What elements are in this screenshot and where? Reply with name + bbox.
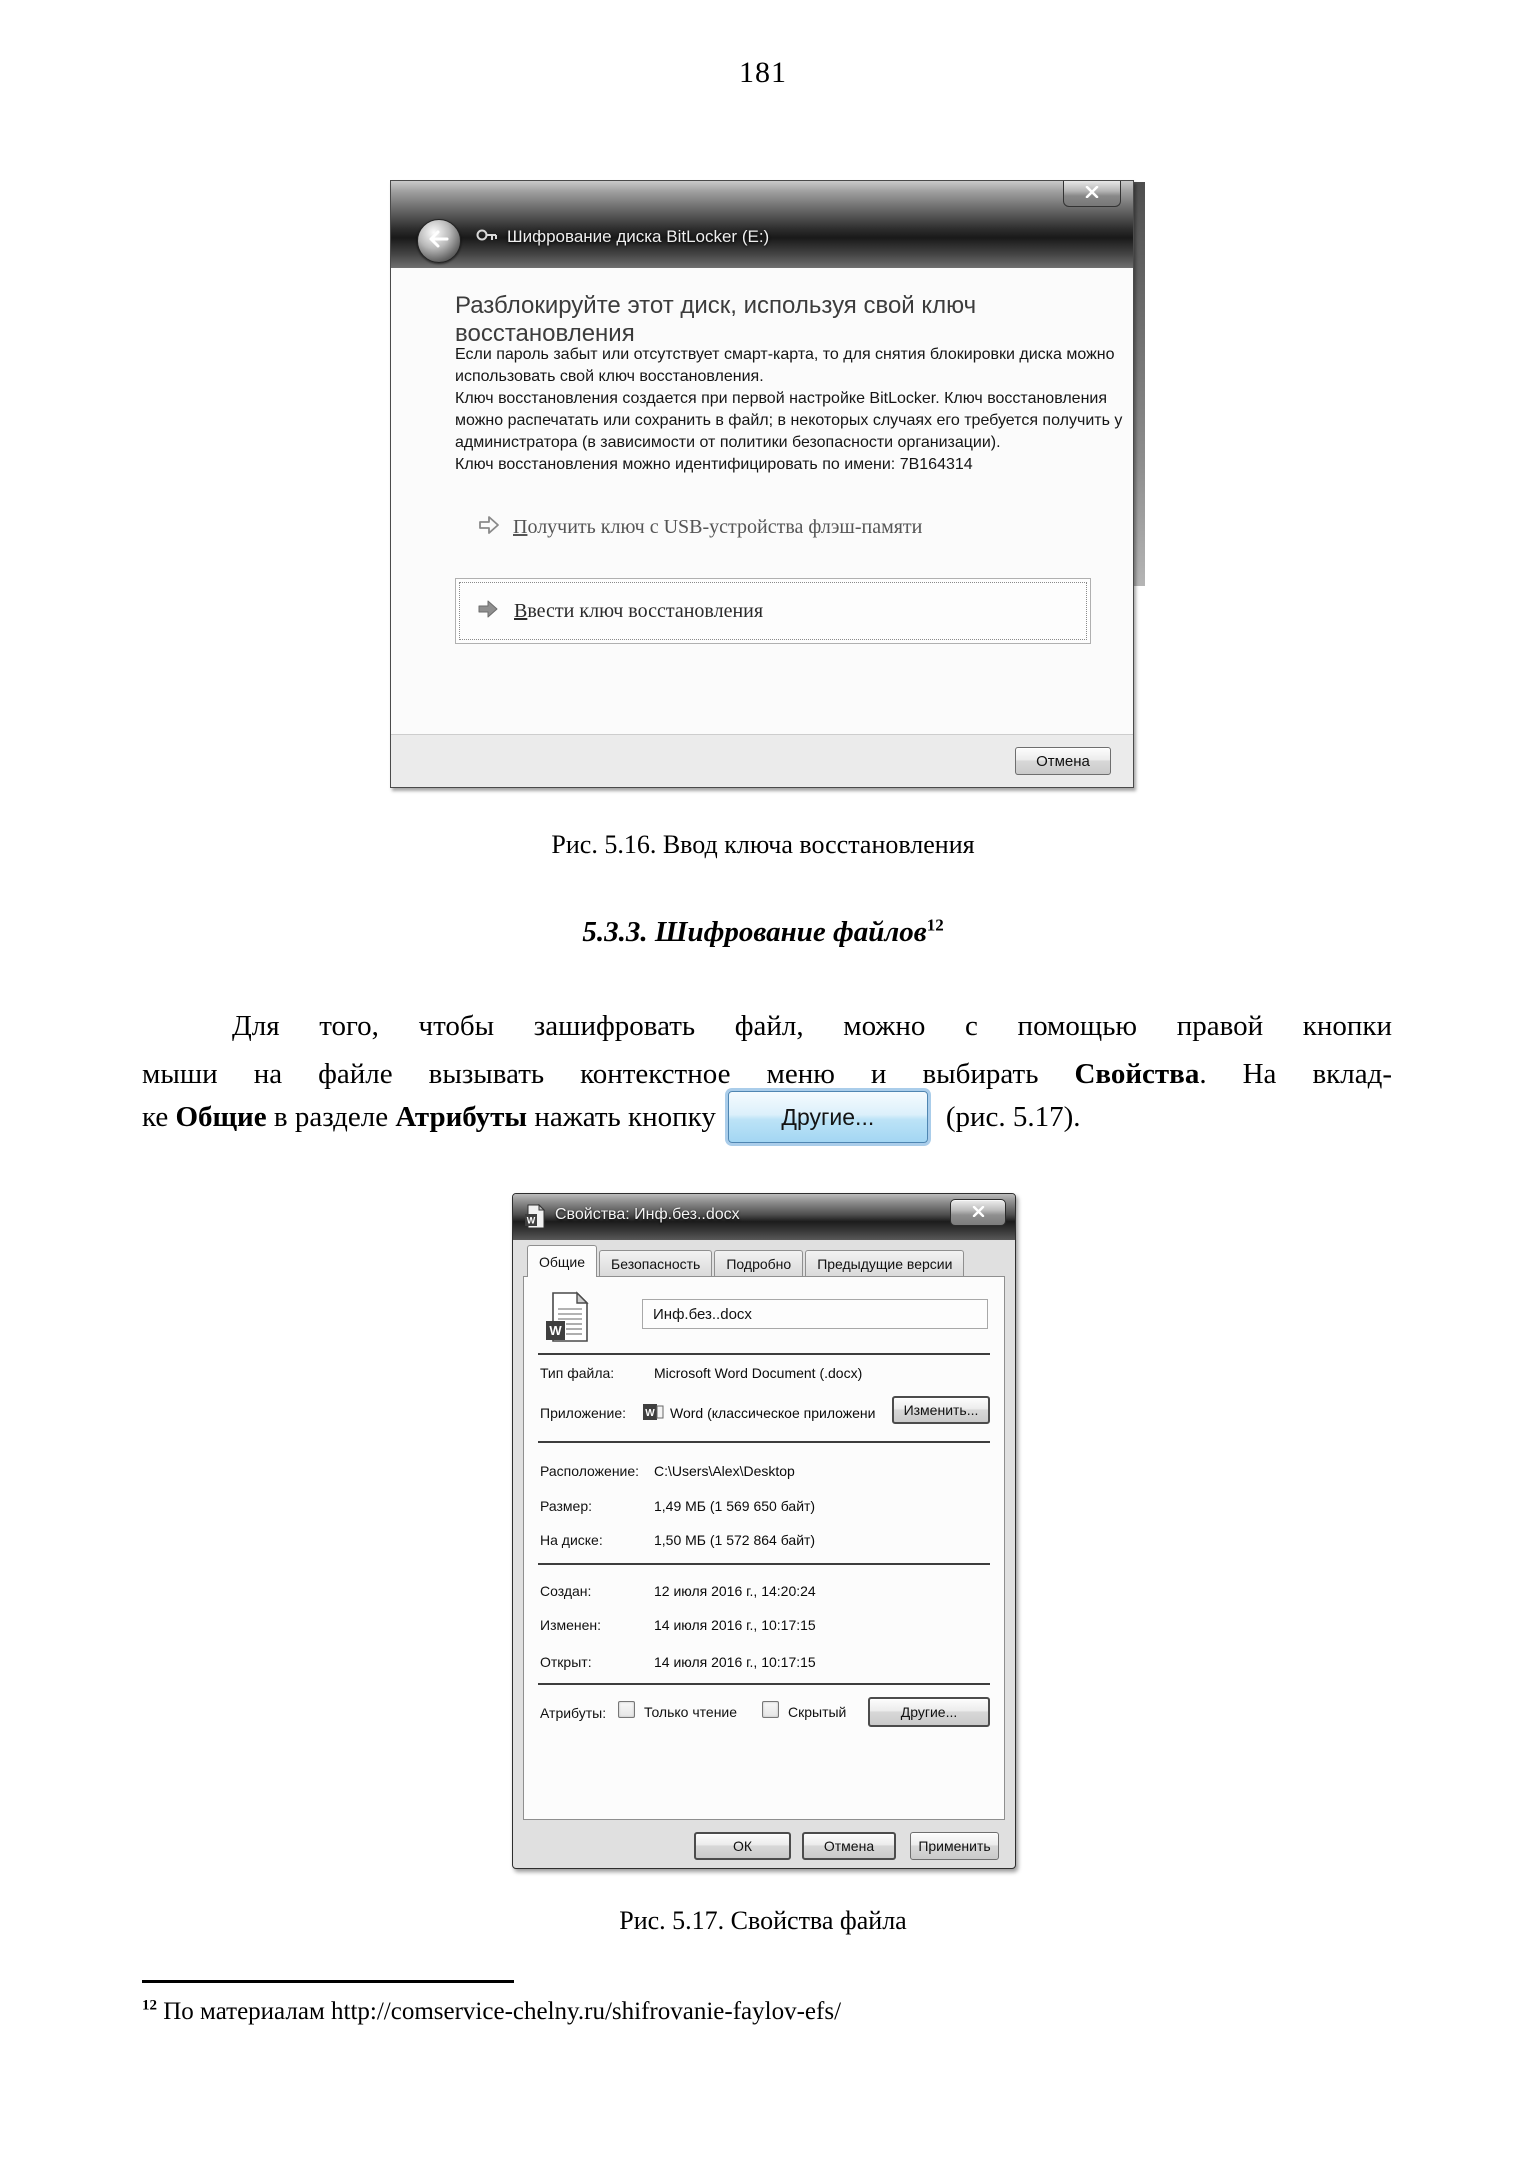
inline-other-button-image[interactable]: Другие... [728,1091,928,1143]
tab-general[interactable]: Общие [527,1245,597,1277]
back-button[interactable] [417,219,461,263]
svg-text:W: W [526,1215,536,1226]
hidden-checkbox[interactable] [762,1701,779,1718]
get-key-from-usb-label: Получить ключ с USB-устройства флэш-памяти [513,516,923,538]
dialog-body-text [455,344,1122,476]
opened-label: Открыт: [540,1654,592,1670]
body-line: использовать свой ключ восстановления. [455,368,764,385]
figure17-caption: Рис. 5.17. Свойства файла [619,1906,907,1935]
dialog-heading: Разблокируйте этот диск, используя свой ключ восстановления [455,292,977,347]
close-icon [1085,185,1099,203]
section-heading: 5.3.3. Шифрование файлов$^{12}$ [582,915,944,948]
change-button[interactable]: Изменить... [892,1396,990,1424]
attributes-label: Атрибуты: [540,1705,607,1721]
figure16-caption: Рис. 5.16. Ввод ключа восстановления [551,830,975,859]
footnote-marker: 12 [142,1997,157,2014]
ok-button[interactable]: ОК [694,1832,791,1860]
application-label: Приложение: [540,1405,627,1421]
readonly-label: Только чтение [644,1704,738,1720]
arrow-filled-icon [476,598,500,625]
window-title: Шифрование диска BitLocker (E:) [507,227,770,246]
paragraph-line: Для того, чтобы зашифровать файл, можно с помощью правой кнопки [232,1010,1392,1042]
created-value: 12 июля 2016 г., 14:20:24 [654,1583,816,1599]
tab-details[interactable]: Подробно [714,1250,803,1277]
bitlocker-content [391,267,1133,735]
body-line: Ключ восстановления создается при первой настройке BitLocker. Ключ восстановления [455,390,1107,407]
bitlocker-footer [391,734,1133,787]
arrow-outline-icon [477,514,501,541]
size-on-disk-value: 1,50 МБ (1 572 864 байт) [654,1532,816,1548]
cancel-button[interactable]: Отмена [802,1832,896,1860]
file-type-value: Microsoft Word Document (.docx) [654,1365,863,1381]
paragraph-text: ке Общие в разделе Атрибуты нажать кнопку [142,1100,716,1133]
modified-value: 14 июля 2016 г., 10:17:15 [654,1617,816,1633]
paragraph-line: мыши на файле вызывать контекстное меню и выбирать Свойства. На вклад- [142,1058,1392,1090]
scan-artifact-strip [1134,182,1145,586]
enter-recovery-key-option[interactable] [455,578,1091,644]
created-label: Создан: [540,1583,592,1599]
location-label: Расположение: [540,1463,640,1479]
cancel-button[interactable]: Отмена [1015,747,1111,775]
apply-button[interactable]: Применить [910,1832,999,1860]
footnote-reference: 12 [926,915,944,935]
paragraph-line [142,1088,1392,1146]
tab-security[interactable]: Безопасность [599,1250,712,1277]
separator [538,1563,990,1565]
general-tab-panel [523,1276,1005,1820]
bitlocker-window [390,180,1134,788]
properties-titlebar [513,1194,1015,1240]
readonly-checkbox[interactable] [618,1701,635,1718]
separator [538,1353,990,1355]
tab-previous-versions[interactable]: Предыдущие версии [805,1250,964,1277]
size-value: 1,49 МБ (1 569 650 байт) [654,1498,816,1514]
svg-text:W: W [645,1408,655,1419]
bitlocker-titlebar [391,181,1133,267]
back-arrow-icon [428,229,450,254]
word-file-icon [544,1291,590,1350]
page-number: 181 [739,56,787,89]
hidden-label: Скрытый [788,1704,847,1720]
body-line: Ключ восстановления можно идентифицировать по имени: 7B164314 [455,456,973,473]
svg-text:W: W [549,1323,562,1338]
body-line: можно распечатать или сохранить в файл; в некоторых случаях его требуется получить у [455,412,1123,429]
get-key-from-usb-link[interactable] [477,514,922,541]
word-document-icon [523,1204,547,1235]
close-icon [972,1204,985,1222]
body-line: Если пароль забыт или отсутствует смарт-карта, то для снятия блокировки диска можно [455,346,1115,363]
close-button[interactable] [950,1199,1006,1226]
footnote [142,1998,841,2026]
filename-field[interactable]: Инф.без..docx [642,1299,988,1329]
modified-label: Изменен: [540,1617,602,1633]
bitlocker-key-icon [475,227,499,252]
footnote-text: По материалам http://comservice-chelny.ru/shifrovanie-faylov-efs/ [163,1998,842,2025]
file-type-label: Тип файла: [540,1365,615,1381]
separator [538,1683,990,1685]
opened-value: 14 июля 2016 г., 10:17:15 [654,1654,816,1670]
enter-recovery-key-label: Ввести ключ восстановления [514,599,764,622]
separator [538,1441,990,1443]
other-attributes-button[interactable]: Другие... [868,1697,990,1727]
size-label: Размер: [540,1498,593,1514]
body-line: администратора (в зависимости от политики безопасности организации). [455,434,1001,451]
close-button[interactable] [1063,181,1121,207]
application-value: Word (классическое приложени [670,1405,876,1421]
window-title: Свойства: Инф.без..docx [555,1206,740,1223]
properties-window [512,1193,1016,1869]
footnote-rule [142,1980,514,1983]
word-app-icon [642,1401,664,1428]
paragraph-text: (рис. 5.17). [945,1100,1081,1133]
tab-bar [527,1245,966,1277]
size-on-disk-label: На диске: [540,1532,603,1548]
location-value: C:\Users\Alex\Desktop [654,1463,795,1479]
